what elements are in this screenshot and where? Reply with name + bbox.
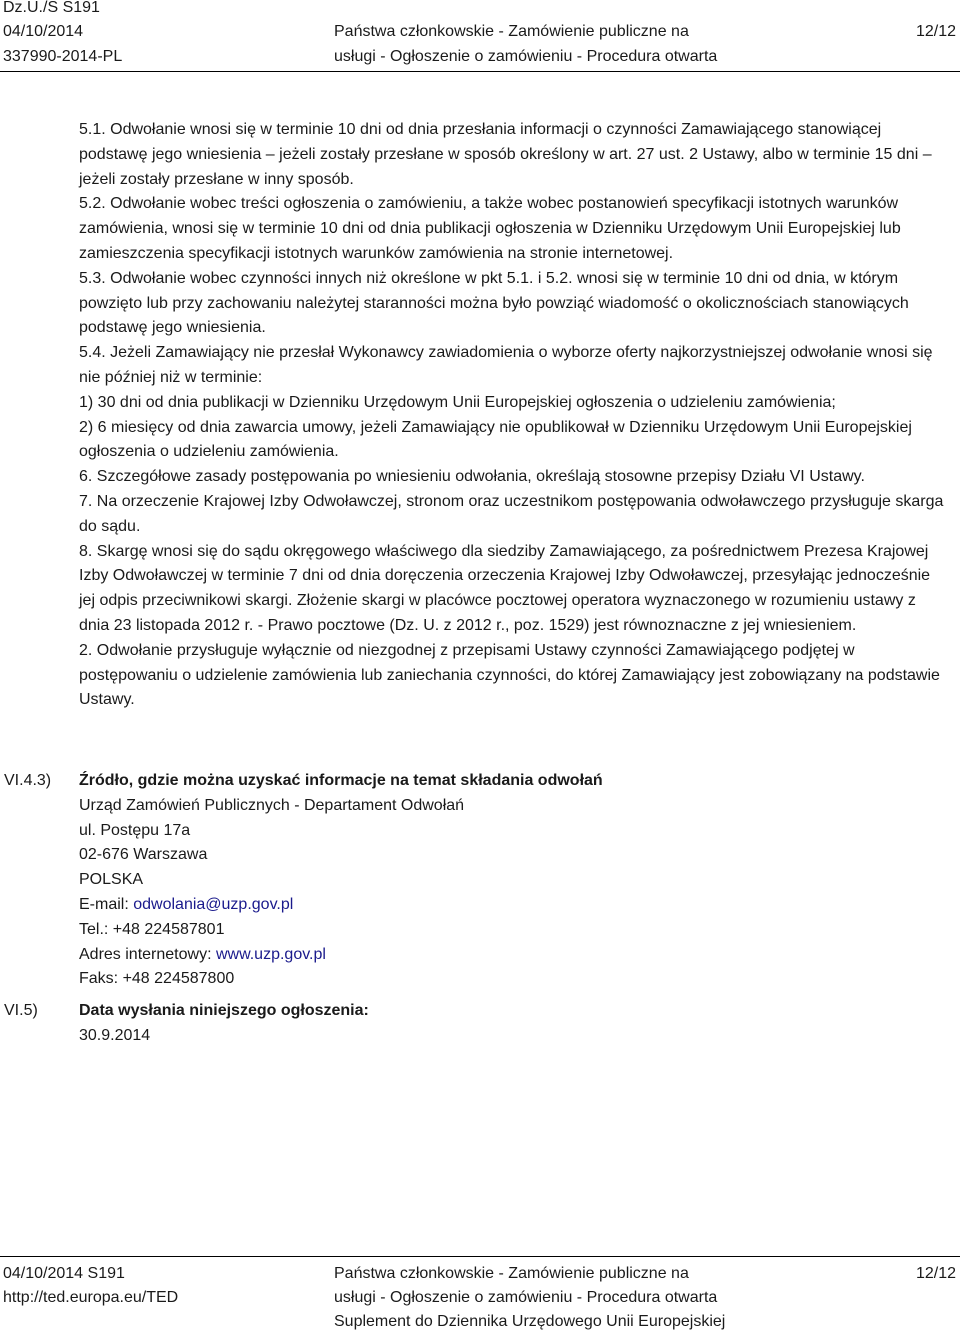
website-link[interactable]: www.uzp.gov.pl [215,945,326,963]
org-country: POLSKA [79,871,144,889]
paragraph-5-4: 5.4. Jeżeli Zamawiający nie przesłał Wykonawcy zawiadomienia o wyborze oferty najkorzystniejszej odwołanie wnosi się nie później niż w terminie: [79,344,933,386]
footer-rule [0,1256,960,1257]
header-title-line2: usługi - Ogłoszenie o zamówieniu - Procedura otwarta [334,48,718,65]
header-rule [0,71,960,72]
paragraph-5-4-item-1: 1) 30 dni od dnia publikacji w Dzienniku Urzędowym Unii Europejskiej ogłoszenia o udzieleniu zamówienia; [79,393,836,411]
org-email-row [79,893,949,918]
org-city: 02-676 Warszawa [79,846,208,864]
header-journal: Dz.U./S S191 [3,0,100,16]
org-fax: Faks: +48 224587800 [79,970,235,988]
paragraph-5-3: 5.3. Odwołanie wobec czynności innych niż określone w pkt 5.1. i 5.2. wnosi się w terminie 10 dni od dnia, w którym powzięto lub przy zachowaniu należytej staranności można było powziąć wiadomość o okolicznościach stanowiących podstawę jego wniesienia. [79,269,909,337]
footer-page: 12/12 [915,1265,956,1282]
footer-title-line3: Suplement do Dziennika Urzędowego Unii Europejskiej [334,1313,726,1330]
paragraph-7: 7. Na orzeczenie Krajowej Izby Odwoławczej, stronom oraz uczestnikom postępowania odwoławczego przysługuje skarga do sądu. [79,492,944,535]
paragraph-8: 8. Skargę wnosi się do sądu okręgowego właściwego dla siedziby Zamawiającego, za pośrednictwem Prezesa Krajowej Izby Odwoławczej w terminie 7 dni od dnia doręczenia orzeczenia Krajowej Izby Odwoławczej, przesyłając jednocześnie jej odpis przeciwnikowi skargi. Złożenie skargi w placówce pocztowej operatora wyznaczonego w rozumieniu ustawy z dnia 23 listopada 2012 r. - Prawo pocztowe (Dz. U. z 2012 r., poz. 1529) jest równoznaczne z jej wniesieniem. [79,542,931,634]
footer-title-line2: usługi - Ogłoszenie o zamówieniu - Procedura otwarta [334,1289,718,1306]
section-number-vi-5: VI.5) [4,1002,38,1019]
footer-title-line1: Państwa członkowskie - Zamówienie publiczne na [334,1265,689,1282]
paragraph-5-2: 5.2. Odwołanie wobec treści ogłoszenia o zamówieniu, a także wobec postanowień specyfikacji istotnych warunków zamówienia, wnosi się w terminie 10 dni od dnia publikacji ogłoszenia w Dzienniku Urzędowym Unii Europejskiej lub zamieszczenia specyfikacji istotnych warunków zamówienia na stronie internetowej. [79,195,901,262]
appeal-info-source [79,769,949,992]
section-heading-dispatch-date: Data wysłania niniejszego ogłoszenia: [79,1002,369,1019]
org-phone: Tel.: +48 224587801 [79,920,225,938]
dispatch-date: 30.9.2014 [79,1026,151,1044]
header-date: 04/10/2014 [3,23,84,40]
section-number-vi-4-3: VI.4.3) [4,772,52,789]
footer-date-journal: 04/10/2014 S191 [3,1265,125,1282]
paragraph-6: 6. Szczegółowe zasady postępowania po wniesieniu odwołania, określają stosowne przepisy Działu VI Ustawy. [79,468,865,486]
org-website-row [79,943,949,968]
appeal-procedure-text [79,118,949,713]
org-name: Urząd Zamówień Publicznych - Departament Odwołań [79,796,465,814]
email-link[interactable]: odwolania@uzp.gov.pl [133,895,294,913]
header-page: 12/12 [915,23,956,40]
footer-url: http://ted.europa.eu/TED [3,1289,179,1306]
paragraph-2: 2. Odwołanie przysługuje wyłącznie od niezgodnej z przepisami Ustawy czynności Zamawiającego podjętej w postępowaniu o udzielenie zamówienia lub zaniechania czynności, do której Zamawiający jest zobowiązany na podstawie Ustawy. [79,641,940,709]
paragraph-5-1: 5.1. Odwołanie wnosi się w terminie 10 dni od dnia przesłania informacji o czynności Zamawiającego stanowiącej podstawę jego wniesienia – jeżeli zostały przesłane w sposób określony w art. 27 ust. 2 Ustawy, albo w terminie 15 dni – jeżeli zostały przesłane w inny sposób. [79,121,932,188]
org-street: ul. Postępu 17a [79,821,191,839]
dispatch-date-section [79,999,949,1049]
section-heading-appeal-source: Źródło, gdzie można uzyskać informacje na temat składania odwołań [79,772,603,789]
paragraph-5-4-item-2: 2) 6 miesięcy od dnia zawarcia umowy, jeżeli Zamawiający nie opublikował w Dzienniku Urzędowym Unii Europejskiej ogłoszenia o udzieleniu zamówienia. [79,418,912,461]
website-label: Adres internetowy: [79,945,216,963]
header-title-line1: Państwa członkowskie - Zamówienie publiczne na [334,23,689,40]
header-ref: 337990-2014-PL [3,48,123,65]
email-label: E-mail: [79,895,134,913]
